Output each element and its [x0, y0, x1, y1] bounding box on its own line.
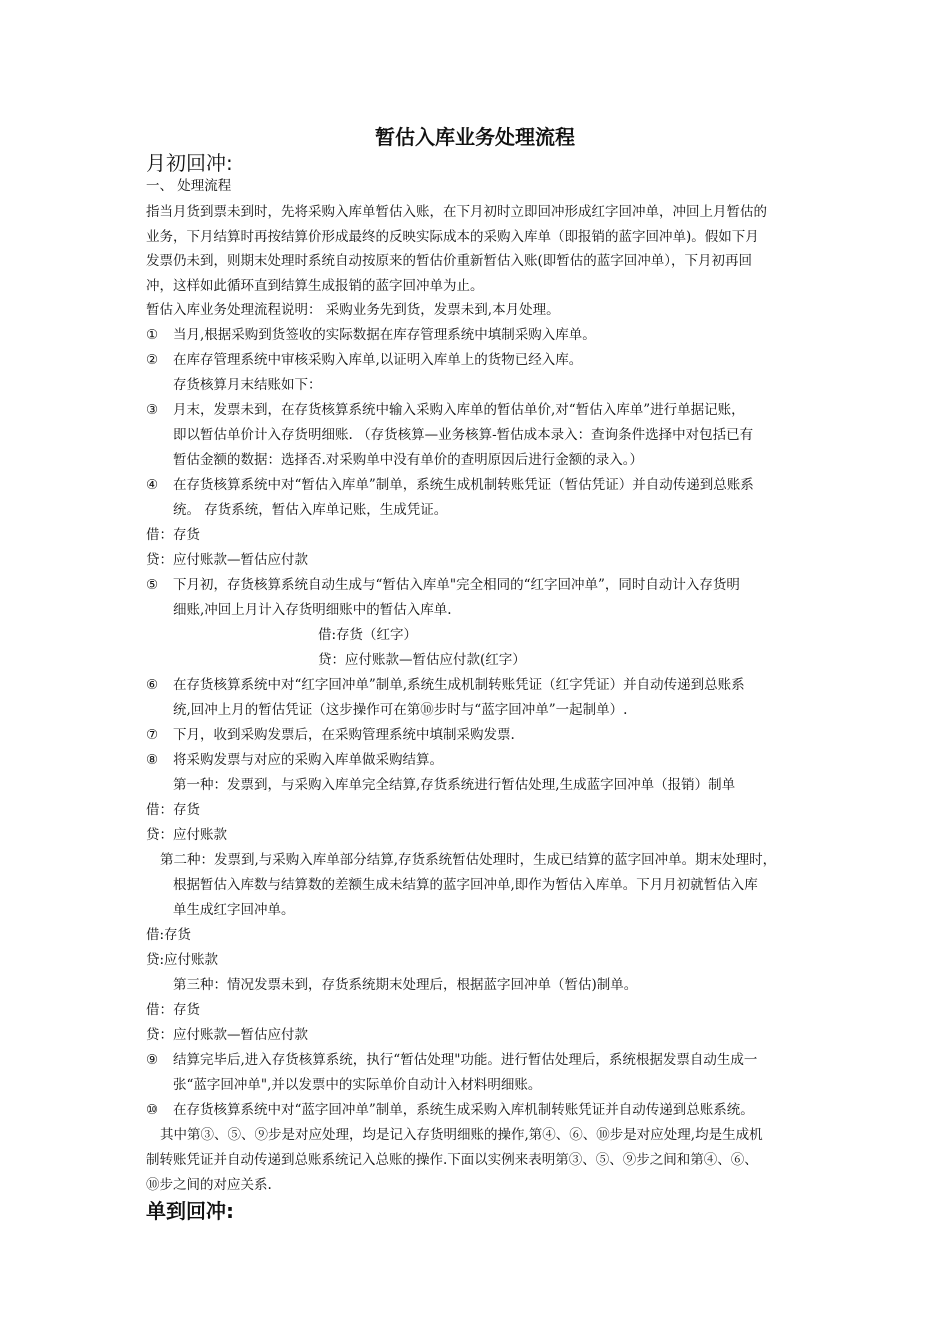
summary-line: ⑩步之间的对应关系. — [146, 1177, 272, 1193]
subsection-heading: 一、 处理流程 — [146, 178, 232, 194]
step-text: 月末，发票未到，在存货核算系统中输入采购入库单的暂估单价,对“暂估入库单”进行单据记账， — [173, 402, 745, 418]
case-two: 单生成红字回冲单。 — [173, 902, 295, 918]
journal-entry-credit: 贷：应付账款—暂估应付款(红字） — [318, 652, 526, 668]
step-number: ⑨ — [146, 1052, 159, 1068]
step-text: 统,回冲上月的暂估凭证（这步操作可在第⑩步时与“蓝字回冲单”一起制单）. — [173, 702, 628, 718]
step-number: ⑩ — [146, 1102, 159, 1118]
case-one: 第一种：发票到，与采购入库单完全结算,存货系统进行暂估处理,生成蓝字回冲单（报销）制单 — [173, 777, 736, 793]
journal-entry-debit: 借：存货 — [146, 527, 200, 543]
journal-entry-debit: 借:存货（红字） — [318, 627, 418, 643]
step-text: 在存货核算系统中对“红字回冲单”制单,系统生成机制转账凭证（红字凭证）并自动传递到总账系 — [173, 677, 745, 693]
summary-line: 其中第③、⑤、⑨步是对应处理，均是记入存货明细账的操作,第④、⑥、⑩步是对应处理,均是生成机 — [160, 1127, 763, 1143]
flow-description: 暂估入库业务处理流程说明： 采购业务先到货，发票未到,本月处理。 — [146, 302, 560, 318]
document-title: 暂估入库业务处理流程 — [375, 125, 575, 149]
case-two: 根据暂估入库数与结算数的差额生成未结算的蓝字回冲单,即作为暂估入库单。下月月初就暂估入库 — [173, 877, 758, 893]
intro-line: 指当月货到票未到时，先将采购入库单暂估入账，在下月初时立即回冲形成红字回冲单，冲回上月暂估的 — [146, 204, 767, 220]
step-number: ⑧ — [146, 752, 159, 768]
journal-entry-credit: 贷：应付账款—暂估应付款 — [146, 1027, 308, 1043]
step-text: 张“蓝字回冲单",并以发票中的实际单价自动计入材料明细账。 — [173, 1077, 542, 1093]
step-number: ⑥ — [146, 677, 159, 693]
intro-line: 冲，这样如此循环直到结算生成报销的蓝字回冲单为止。 — [146, 278, 484, 294]
step-text: 下月初，存货核算系统自动生成与“暂估入库单"完全相同的“红字回冲单”，同时自动计入存货明 — [173, 577, 740, 593]
step-text: 暂估金额的数据：选择否.对采购单中没有单价的查明原因后进行金额的录入。） — [173, 452, 644, 468]
step-number: ⑦ — [146, 727, 159, 743]
month-end-note: 存货核算月末结账如下： — [173, 377, 322, 393]
step-text: 即以暂估单价计入存货明细账. （存货核算—业务核算-暂估成本录入：查询条件选择中对包括已有 — [173, 427, 754, 443]
step-text: 在存货核算系统中对“暂估入库单”制单，系统生成机制转账凭证（暂估凭证）并自动传递到总账系 — [173, 477, 754, 493]
step-text: 统。 存货系统，暂估入库单记账，生成凭证。 — [173, 502, 448, 518]
step-text: 细账,冲回上月计入存货明细账中的暂估入库单. — [173, 602, 452, 618]
section-heading-month-start-reversal: 月初回冲: — [146, 151, 233, 175]
step-number: ① — [146, 327, 159, 343]
summary-line: 制转账凭证并自动传递到总账系统记入总账的操作.下面以实例来表明第③、⑤、⑨步之间和第④、⑥、 — [146, 1152, 758, 1168]
step-number: ③ — [146, 402, 159, 418]
journal-entry-credit: 贷：应付账款 — [146, 827, 227, 843]
step-text: 当月,根据采购到货签收的实际数据在库存管理系统中填制采购入库单。 — [173, 327, 596, 343]
step-text: 结算完毕后,进入存货核算系统，执行“暂估处理"功能。进行暂估处理后，系统根据发票自动生成一 — [173, 1052, 758, 1068]
intro-line: 发票仍未到，则期末处理时系统自动按原来的暂估价重新暂估入账(即暂估的蓝字回冲单），下月初再回 — [146, 253, 753, 269]
journal-entry-debit: 借：存货 — [146, 1002, 200, 1018]
step-text: 在存货核算系统中对“蓝字回冲单”制单，系统生成采购入库机制转账凭证并自动传递到总账系统。 — [173, 1102, 754, 1118]
step-number: ④ — [146, 477, 159, 493]
journal-entry-credit: 贷：应付账款—暂估应付款 — [146, 552, 308, 568]
journal-entry-debit: 借:存货 — [146, 927, 192, 943]
case-two: 第二种：发票到,与采购入库单部分结算,存货系统暂估处理时，生成已结算的蓝字回冲单。期末处理时， — [160, 852, 777, 868]
case-three: 第三种：情况发票未到，存货系统期末处理后，根据蓝字回冲单（暂估)制单。 — [173, 977, 638, 993]
step-text: 下月，收到采购发票后，在采购管理系统中填制采购发票. — [173, 727, 515, 743]
step-text: 将采购发票与对应的采购入库单做采购结算。 — [173, 752, 443, 768]
journal-entry-debit: 借：存货 — [146, 802, 200, 818]
step-text: 在库存管理系统中审核采购入库单,以证明入库单上的货物已经入库。 — [173, 352, 583, 368]
step-number: ② — [146, 352, 159, 368]
step-number: ⑤ — [146, 577, 159, 593]
intro-line: 业务，下月结算时再按结算价形成最终的反映实际成本的采购入库单（即报销的蓝字回冲单)。假如下月 — [146, 229, 759, 245]
section-heading-invoice-reversal: 单到回冲: — [146, 1199, 234, 1223]
journal-entry-credit: 贷:应付账款 — [146, 952, 219, 968]
